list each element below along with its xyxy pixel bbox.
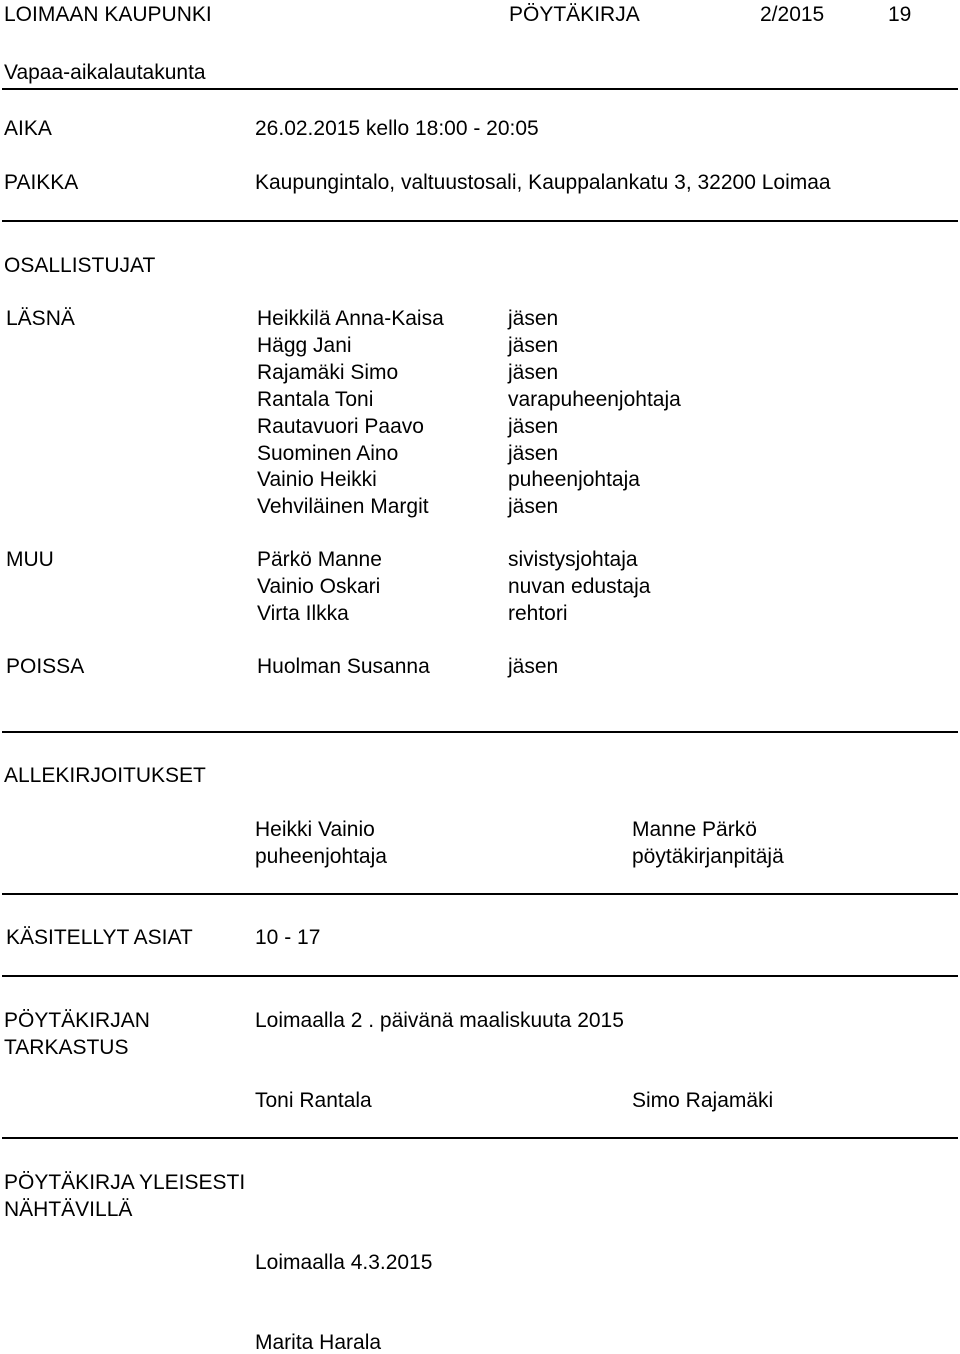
chair-name: Heikki Vainio [255,818,375,841]
header-doc-type: PÖYTÄKIRJA [509,3,640,26]
present-role: jäsen [508,415,559,438]
review-divider [2,1137,958,1139]
display-place-date: Loimaalla 4.3.2015 [255,1251,433,1274]
present-name: Rajamäki Simo [257,361,399,384]
present-name: Vehviläinen Margit [257,495,429,518]
signatures-divider [2,893,958,895]
present-role: jäsen [508,307,559,330]
header-divider [2,88,958,90]
present-role: jäsen [508,495,559,518]
present-label: LÄSNÄ [6,307,75,330]
time-label: AIKA [4,117,52,140]
other-name: Vainio Oskari [257,575,381,598]
display-label-line1: PÖYTÄKIRJA YLEISESTI [4,1171,246,1194]
absent-label: POISSA [6,655,85,678]
items-divider [2,975,958,977]
meeting-divider [2,220,958,222]
items-label: KÄSITELLYT ASIAT [6,926,193,949]
header-body: Vapaa-aikalautakunta [4,61,206,84]
present-name: Rantala Toni [257,388,374,411]
reviewer-2: Simo Rajamäki [632,1089,774,1112]
header-doc-number: 2/2015 [760,3,825,26]
present-name: Hägg Jani [257,334,352,357]
review-label-line1: PÖYTÄKIRJAN [4,1009,150,1032]
present-name: Suominen Aino [257,442,399,465]
review-label-line2: TARKASTUS [4,1036,129,1059]
place-label: PAIKKA [4,171,79,194]
present-role: jäsen [508,442,559,465]
time-value: 26.02.2015 kello 18:00 - 20:05 [255,117,539,140]
participants-title: OSALLISTUJAT [4,254,156,277]
absent-name: Huolman Susanna [257,655,430,678]
reviewer-1: Toni Rantala [255,1089,372,1112]
present-name: Heikkilä Anna-Kaisa [257,307,444,330]
present-role: jäsen [508,361,559,384]
present-role: jäsen [508,334,559,357]
other-label: MUU [6,548,54,571]
place-value: Kaupungintalo, valtuustosali, Kauppalankatu 3, 32200 Loimaa [255,171,831,194]
present-name: Vainio Heikki [257,468,377,491]
header-page-number: 19 [888,3,912,26]
review-place-date: Loimaalla 2 . päivänä maaliskuuta 2015 [255,1009,624,1032]
present-role: puheenjohtaja [508,468,640,491]
secretary-name: Manne Pärkö [632,818,757,841]
other-name: Pärkö Manne [257,548,382,571]
secretary-role: pöytäkirjanpitäjä [632,845,784,868]
other-role: nuvan edustaja [508,575,651,598]
header-org: LOIMAAN KAUPUNKI [4,3,212,26]
other-name: Virta Ilkka [257,602,349,625]
other-role: sivistysjohtaja [508,548,638,571]
signatures-title: ALLEKIRJOITUKSET [4,764,206,787]
display-label-line2: NÄHTÄVILLÄ [4,1198,133,1221]
other-role: rehtori [508,602,568,625]
chair-role: puheenjohtaja [255,845,387,868]
display-signer: Marita Harala [255,1331,382,1354]
absent-role: jäsen [508,655,559,678]
present-role: varapuheenjohtaja [508,388,681,411]
present-name: Rautavuori Paavo [257,415,424,438]
items-value: 10 - 17 [255,926,321,949]
participants-divider [2,731,958,733]
